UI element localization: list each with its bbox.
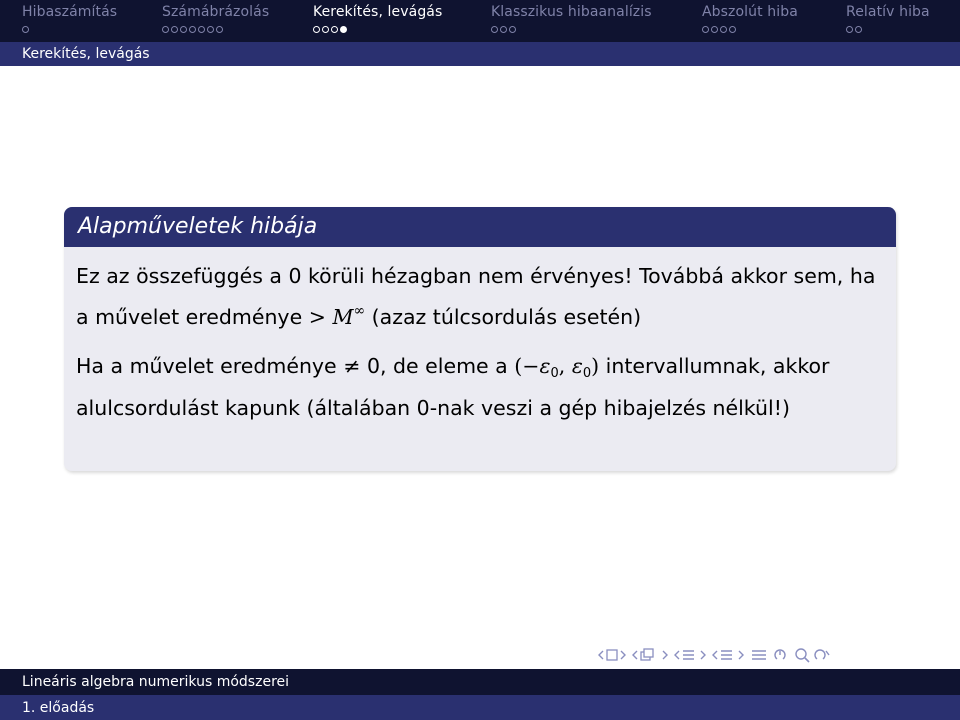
frame-dot[interactable] (216, 26, 223, 33)
footer-course-bar (0, 669, 960, 695)
frame-dots (702, 24, 798, 34)
section-navigation (0, 0, 960, 42)
frame-dot[interactable] (720, 26, 727, 33)
frame-dot[interactable] (846, 26, 853, 33)
paragraph-underflow (76, 349, 884, 426)
frame-dot[interactable] (207, 26, 214, 33)
document-nav-icon[interactable] (712, 647, 744, 663)
math-M: M (332, 305, 354, 329)
frame-dot[interactable] (162, 26, 169, 33)
nav-section-title[interactable]: Relatív hiba (846, 4, 930, 20)
footer-lecture-title[interactable]: 1. előadás (22, 700, 95, 716)
nav-section-hibaszamitas[interactable] (22, 3, 117, 34)
subsection-title[interactable]: Kerekítés, levágás (22, 46, 150, 62)
text-segment: (azaz túlcsordulás esetén) (371, 305, 642, 329)
frame-dot[interactable] (855, 26, 862, 33)
frame-dot[interactable] (322, 26, 329, 33)
minus-sign: − (522, 354, 540, 378)
appendix-nav-icon[interactable] (750, 647, 768, 663)
block-title: Alapműveletek hibája (64, 207, 896, 247)
infinity-superscript: ∞ (353, 303, 366, 319)
frame-dots (22, 24, 117, 34)
math-epsilon: ε (571, 354, 583, 378)
search-zoom-icon[interactable] (774, 647, 830, 663)
nav-section-title[interactable]: Hibaszámítás (22, 4, 118, 20)
footer-course-title[interactable]: Lineáris algebra numerikus módszerei (22, 674, 290, 690)
paragraph-overflow (76, 259, 884, 335)
subscript-zero: 0 (550, 366, 559, 381)
frame-dot[interactable] (198, 26, 205, 33)
close-paren: ) (591, 354, 600, 378)
open-paren: ( (514, 354, 523, 378)
footer-lecture-bar (0, 695, 960, 720)
frame-dot[interactable] (500, 26, 507, 33)
nav-section-title[interactable]: Kerekítés, levágás (313, 4, 443, 20)
text-segment: intervallumnak, akkor alulcsordulást kapunk (általában 0-nak veszi a gép hibajelzés nélkül!) (76, 354, 830, 420)
frame-dot[interactable] (313, 26, 320, 33)
content-block (64, 207, 896, 471)
frame-dot[interactable] (509, 26, 516, 33)
frame-dot[interactable] (729, 26, 736, 33)
text-segment: Ha a művelet eredménye (76, 354, 337, 378)
frame-dots (491, 24, 652, 34)
frame-dots (846, 24, 930, 34)
subsection-nav-icon[interactable] (632, 647, 668, 663)
frame-nav-icon[interactable] (598, 647, 626, 663)
frame-dot[interactable] (331, 26, 338, 33)
text-segment: 0, de eleme a (366, 354, 508, 378)
frame-dot[interactable] (189, 26, 196, 33)
beamer-navigation-symbols (598, 646, 830, 664)
comma: , (558, 354, 566, 378)
greater-than-symbol: > (308, 305, 326, 329)
nav-section-title[interactable]: Abszolút hiba (702, 4, 798, 20)
frame-dot[interactable] (171, 26, 178, 33)
block-body (64, 247, 896, 426)
nav-section-title[interactable]: Klasszikus hibaanalízis (491, 4, 652, 20)
nav-section-title[interactable]: Számábrázolás (162, 4, 270, 20)
nav-section-relativ[interactable] (846, 3, 930, 34)
section-nav-icon[interactable] (674, 647, 706, 663)
nav-section-klasszikus[interactable] (491, 3, 652, 34)
subsection-bar (0, 42, 960, 66)
nav-section-szamabrazolas[interactable] (162, 3, 269, 34)
math-epsilon: ε (539, 354, 551, 378)
frame-dot[interactable] (22, 26, 29, 33)
frame-dot[interactable] (491, 26, 498, 33)
text-segment: Ez az összefüggés a 0 körüli hézagban nem érvényes! Továbbá akkor sem, ha a művelet eredménye (76, 264, 876, 329)
frame-dot[interactable] (711, 26, 718, 33)
frame-dots (162, 24, 269, 34)
not-equal-symbol: ≠ (343, 354, 361, 378)
frame-dots (313, 24, 442, 34)
nav-section-kerekites[interactable] (313, 3, 442, 34)
nav-section-abszolut[interactable] (702, 3, 798, 34)
subscript-zero: 0 (582, 366, 592, 381)
frame-dot[interactable] (702, 26, 709, 33)
frame-dot-current[interactable] (340, 26, 347, 33)
frame-dot[interactable] (180, 26, 187, 33)
